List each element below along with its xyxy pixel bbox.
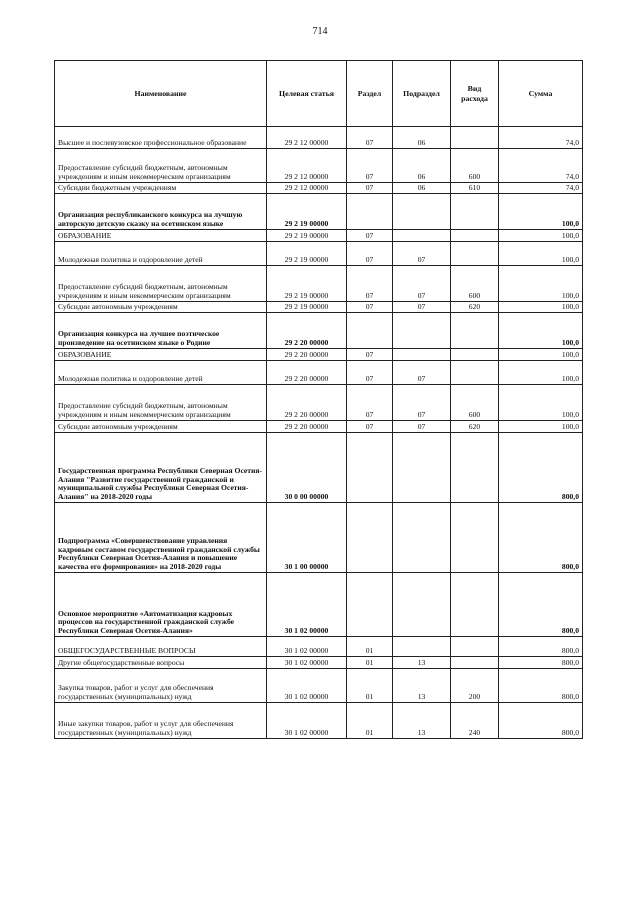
cell-subsection: 07 bbox=[393, 302, 451, 313]
cell-target: 30 1 02 00000 bbox=[267, 703, 347, 739]
cell-expense-type bbox=[451, 361, 499, 385]
cell-sum: 800,0 bbox=[499, 703, 583, 739]
cell-expense-type bbox=[451, 242, 499, 266]
cell-sum: 100,0 bbox=[499, 385, 583, 421]
cell-target: 30 1 00 00000 bbox=[267, 503, 347, 573]
cell-sum: 100,0 bbox=[499, 266, 583, 302]
table-row bbox=[55, 230, 583, 242]
table-row bbox=[55, 194, 583, 230]
table-row bbox=[55, 313, 583, 349]
cell-name: Молодежная политика и оздоровление детей bbox=[55, 242, 267, 266]
cell-sum: 74,0 bbox=[499, 127, 583, 149]
table-row bbox=[55, 349, 583, 361]
cell-name: Иные закупки товаров, работ и услуг для обеспечения государственных (муниципальных) нужд bbox=[55, 703, 267, 739]
cell-section: 07 bbox=[347, 183, 393, 194]
cell-section: 01 bbox=[347, 703, 393, 739]
cell-subsection bbox=[393, 313, 451, 349]
cell-expense-type bbox=[451, 503, 499, 573]
table-row bbox=[55, 266, 583, 302]
cell-name: Основное мероприятие «Автоматизация кадровых процессов на государственной гражданской службе Республики Северная Осетия-Алания» bbox=[55, 573, 267, 637]
cell-sum: 100,0 bbox=[499, 313, 583, 349]
cell-section bbox=[347, 194, 393, 230]
cell-section: 07 bbox=[347, 230, 393, 242]
cell-expense-type bbox=[451, 230, 499, 242]
table-row bbox=[55, 503, 583, 573]
cell-sum: 100,0 bbox=[499, 242, 583, 266]
cell-subsection: 13 bbox=[393, 669, 451, 703]
cell-name: Субсидии автономным учреждениям bbox=[55, 302, 267, 313]
cell-target: 29 2 19 00000 bbox=[267, 242, 347, 266]
cell-expense-type bbox=[451, 433, 499, 503]
cell-expense-type: 620 bbox=[451, 302, 499, 313]
cell-sum: 800,0 bbox=[499, 669, 583, 703]
table-row bbox=[55, 242, 583, 266]
cell-target: 29 2 12 00000 bbox=[267, 183, 347, 194]
cell-subsection bbox=[393, 230, 451, 242]
cell-subsection: 06 bbox=[393, 149, 451, 183]
cell-expense-type bbox=[451, 313, 499, 349]
cell-sum: 800,0 bbox=[499, 433, 583, 503]
cell-target: 29 2 20 00000 bbox=[267, 421, 347, 433]
cell-section: 07 bbox=[347, 361, 393, 385]
cell-name: Подпрограмма «Совершенствование управления кадровым составом государственной гражданской службы Республики Северная Осетия-Алания и повышение качества его формирования» на 2018-2020 годы bbox=[55, 503, 267, 573]
cell-expense-type: 600 bbox=[451, 266, 499, 302]
cell-target: 29 2 19 00000 bbox=[267, 266, 347, 302]
cell-name: Организация республиканского конкурса на лучшую авторскую детскую сказку на осетинском языке bbox=[55, 194, 267, 230]
cell-target: 30 1 02 00000 bbox=[267, 637, 347, 657]
table-row bbox=[55, 421, 583, 433]
table-row bbox=[55, 183, 583, 194]
cell-target: 29 2 20 00000 bbox=[267, 385, 347, 421]
cell-target: 29 2 19 00000 bbox=[267, 194, 347, 230]
table-header-row bbox=[55, 61, 583, 127]
cell-expense-type: 600 bbox=[451, 385, 499, 421]
cell-sum: 100,0 bbox=[499, 421, 583, 433]
table-row bbox=[55, 127, 583, 149]
cell-subsection: 07 bbox=[393, 266, 451, 302]
header-expense-type: Вид расхода bbox=[451, 61, 499, 127]
table-row bbox=[55, 703, 583, 739]
cell-section: 07 bbox=[347, 242, 393, 266]
cell-name: Предоставление субсидий бюджетным, автономным учреждениям и иным некоммерческим организациям bbox=[55, 149, 267, 183]
table-row bbox=[55, 657, 583, 669]
table-row bbox=[55, 669, 583, 703]
cell-name: ОБРАЗОВАНИЕ bbox=[55, 349, 267, 361]
cell-target: 29 2 20 00000 bbox=[267, 313, 347, 349]
cell-sum: 800,0 bbox=[499, 503, 583, 573]
cell-sum: 800,0 bbox=[499, 637, 583, 657]
cell-expense-type bbox=[451, 637, 499, 657]
cell-target: 30 1 02 00000 bbox=[267, 573, 347, 637]
header-name: Наименование bbox=[55, 61, 267, 127]
cell-section: 07 bbox=[347, 302, 393, 313]
header-sum: Сумма bbox=[499, 61, 583, 127]
page-number: 714 bbox=[312, 26, 328, 37]
cell-sum: 100,0 bbox=[499, 302, 583, 313]
cell-expense-type: 620 bbox=[451, 421, 499, 433]
cell-target: 29 2 19 00000 bbox=[267, 302, 347, 313]
cell-expense-type bbox=[451, 349, 499, 361]
cell-section: 07 bbox=[347, 385, 393, 421]
cell-expense-type bbox=[451, 657, 499, 669]
table-row bbox=[55, 573, 583, 637]
cell-name: Субсидии бюджетным учреждениям bbox=[55, 183, 267, 194]
cell-target: 29 2 12 00000 bbox=[267, 149, 347, 183]
cell-expense-type bbox=[451, 194, 499, 230]
cell-name: ОБЩЕГОСУДАРСТВЕННЫЕ ВОПРОСЫ bbox=[55, 637, 267, 657]
cell-subsection: 06 bbox=[393, 183, 451, 194]
cell-expense-type: 610 bbox=[451, 183, 499, 194]
cell-expense-type: 200 bbox=[451, 669, 499, 703]
cell-name: Государственная программа Республики Северная Осетия-Алания "Развитие государственной гражданской и муниципальной службы Республики Северная Осетия-Алания" на 2018-2020 годы bbox=[55, 433, 267, 503]
cell-expense-type: 240 bbox=[451, 703, 499, 739]
cell-subsection bbox=[393, 503, 451, 573]
cell-section bbox=[347, 313, 393, 349]
cell-name: Высшее и послевузовское профессиональное образование bbox=[55, 127, 267, 149]
cell-target: 29 2 20 00000 bbox=[267, 349, 347, 361]
cell-subsection bbox=[393, 637, 451, 657]
cell-section: 07 bbox=[347, 349, 393, 361]
cell-subsection: 13 bbox=[393, 703, 451, 739]
cell-sum: 74,0 bbox=[499, 149, 583, 183]
cell-name: Закупка товаров, работ и услуг для обеспечения государственных (муниципальных) нужд bbox=[55, 669, 267, 703]
cell-expense-type bbox=[451, 127, 499, 149]
cell-name: Предоставление субсидий бюджетным, автономным учреждениям и иным некоммерческим организациям bbox=[55, 385, 267, 421]
cell-section: 07 bbox=[347, 149, 393, 183]
cell-subsection: 07 bbox=[393, 361, 451, 385]
cell-section: 01 bbox=[347, 637, 393, 657]
cell-section: 07 bbox=[347, 127, 393, 149]
header-target: Целевая статья bbox=[267, 61, 347, 127]
cell-target: 29 2 19 00000 bbox=[267, 230, 347, 242]
table-row bbox=[55, 637, 583, 657]
cell-sum: 100,0 bbox=[499, 361, 583, 385]
cell-subsection: 13 bbox=[393, 657, 451, 669]
cell-expense-type: 600 bbox=[451, 149, 499, 183]
cell-target: 30 0 00 00000 bbox=[267, 433, 347, 503]
table-row bbox=[55, 361, 583, 385]
table-row bbox=[55, 302, 583, 313]
cell-name: Субсидии автономным учреждениям bbox=[55, 421, 267, 433]
cell-expense-type bbox=[451, 573, 499, 637]
cell-subsection: 07 bbox=[393, 385, 451, 421]
cell-section: 01 bbox=[347, 669, 393, 703]
cell-target: 29 2 12 00000 bbox=[267, 127, 347, 149]
cell-section bbox=[347, 433, 393, 503]
cell-section bbox=[347, 503, 393, 573]
table-row bbox=[55, 385, 583, 421]
cell-subsection: 07 bbox=[393, 242, 451, 266]
cell-name: Другие общегосударственные вопросы bbox=[55, 657, 267, 669]
cell-name: Предоставление субсидий бюджетным, автономным учреждениям и иным некоммерческим организациям bbox=[55, 266, 267, 302]
cell-target: 30 1 02 00000 bbox=[267, 669, 347, 703]
cell-section bbox=[347, 573, 393, 637]
cell-subsection bbox=[393, 573, 451, 637]
cell-sum: 74,0 bbox=[499, 183, 583, 194]
cell-section: 07 bbox=[347, 266, 393, 302]
cell-subsection: 06 bbox=[393, 127, 451, 149]
cell-target: 29 2 20 00000 bbox=[267, 361, 347, 385]
cell-sum: 100,0 bbox=[499, 230, 583, 242]
cell-subsection bbox=[393, 433, 451, 503]
cell-sum: 800,0 bbox=[499, 573, 583, 637]
cell-section: 07 bbox=[347, 421, 393, 433]
cell-name: Организация конкурса на лучшее поэтическое произведение на осетинском языке о Родине bbox=[55, 313, 267, 349]
header-subsection: Подраздел bbox=[393, 61, 451, 127]
cell-name: ОБРАЗОВАНИЕ bbox=[55, 230, 267, 242]
cell-sum: 100,0 bbox=[499, 194, 583, 230]
cell-target: 30 1 02 00000 bbox=[267, 657, 347, 669]
budget-table bbox=[54, 60, 583, 739]
cell-name: Молодежная политика и оздоровление детей bbox=[55, 361, 267, 385]
table-row bbox=[55, 433, 583, 503]
cell-sum: 800,0 bbox=[499, 657, 583, 669]
table-row bbox=[55, 149, 583, 183]
cell-sum: 100,0 bbox=[499, 349, 583, 361]
cell-subsection: 07 bbox=[393, 421, 451, 433]
cell-subsection bbox=[393, 194, 451, 230]
cell-section: 01 bbox=[347, 657, 393, 669]
cell-subsection bbox=[393, 349, 451, 361]
header-section: Раздел bbox=[347, 61, 393, 127]
